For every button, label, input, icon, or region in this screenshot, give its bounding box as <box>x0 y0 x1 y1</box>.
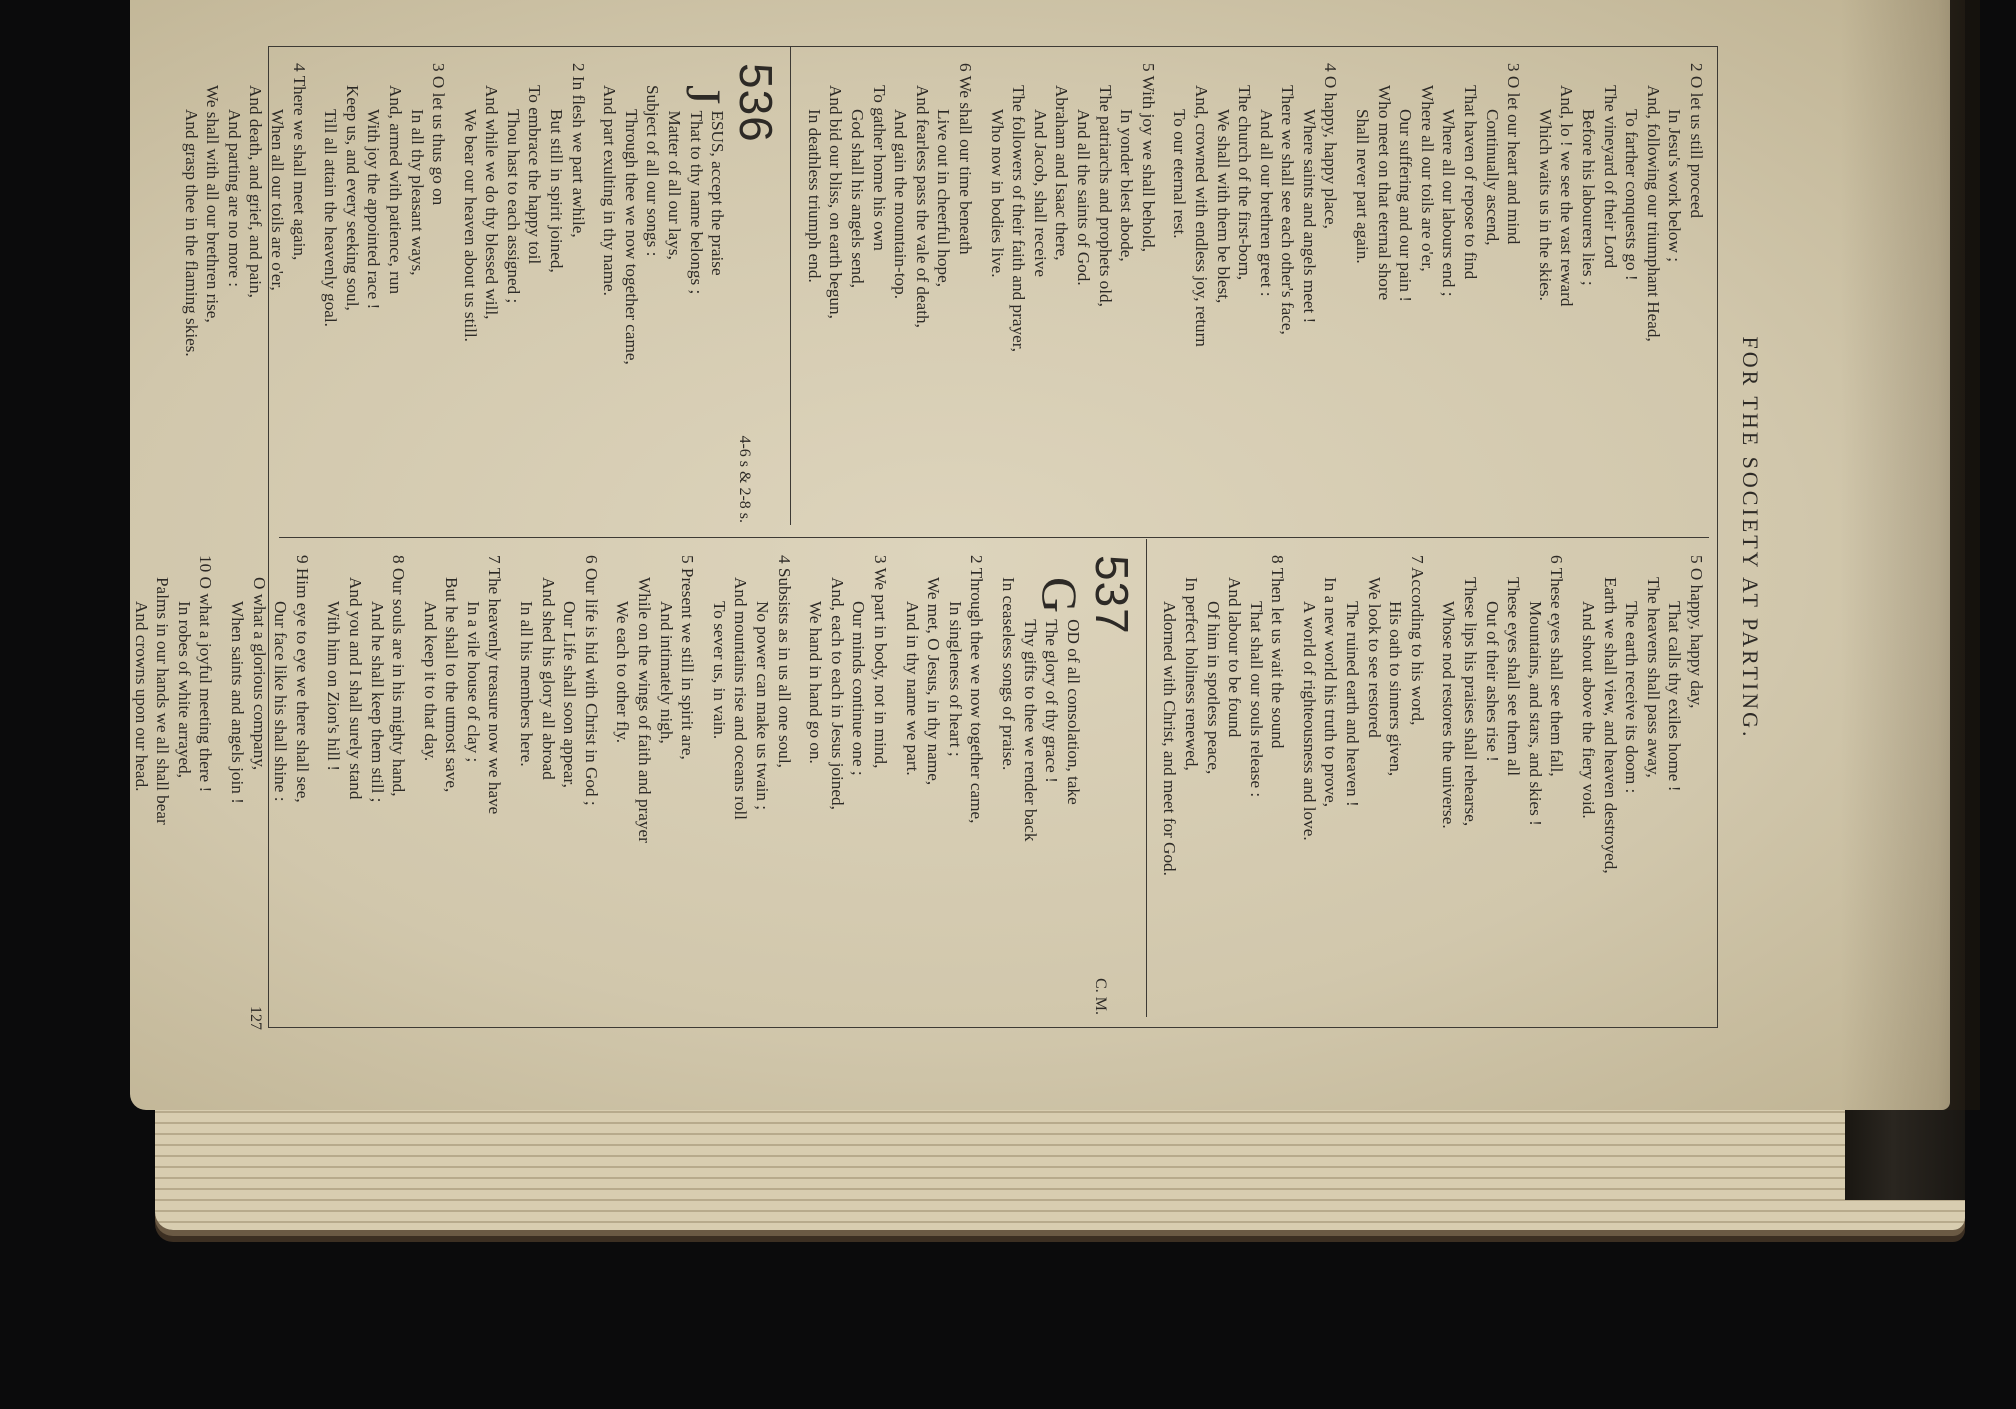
hymn-heading <box>1084 555 1140 1015</box>
hymn-line: In Jesu's work below ; <box>1665 109 1685 262</box>
hymn-line: Shall never part again. <box>1353 109 1373 264</box>
hymn-line: We met, O Jesus, in thy name, <box>924 577 944 786</box>
hymn-line: And all the saints of God. <box>1073 109 1093 286</box>
hymn-line: And labour to be found <box>1225 577 1245 738</box>
hymn-line: Earth we shall view, and heaven destroyed, <box>1600 577 1620 874</box>
hymn-line: Abraham and Isaac there, <box>1052 85 1072 261</box>
stanza-gap <box>793 63 803 523</box>
hymn-line: In yonder blest abode, <box>1117 109 1137 262</box>
hymn-line: In a vile house of clay ; <box>463 601 483 763</box>
hymn-line: 5 With joy we shall behold, <box>1138 63 1158 252</box>
page-text-block <box>131 34 1770 1042</box>
hymn-line: And mountains rise and oceans roll <box>731 577 751 820</box>
hymn-line: We each to other fly. <box>613 601 633 744</box>
hymn-divider-rule <box>1146 539 1147 1017</box>
hymn-line: His oath to sinners given, <box>1386 601 1406 777</box>
hymn-line: Till all attain the heavenly goal. <box>321 109 341 327</box>
stanza-gap <box>1288 555 1298 1015</box>
running-head: FOR THE SOCIETY AT PARTING. <box>1738 336 1763 740</box>
hymn-line: Of him in spotless peace, <box>1203 601 1223 775</box>
hymn-line: These eyes shall see them all <box>1504 577 1524 777</box>
hymn-line: 2 In flesh we part awhile, <box>568 63 588 238</box>
hymn-line: And gain the mountain-top. <box>891 109 911 299</box>
stanza-gap <box>602 555 612 1015</box>
hymn-line: Adorned with Christ, and meet for God. <box>1160 601 1180 876</box>
hymn-line: 3 O let our heart and mind <box>1504 63 1524 245</box>
hymn-line: And intimately nigh, <box>656 601 676 744</box>
hymn-line: But he shall to the utmost save, <box>442 577 462 793</box>
hymn-line: We shall with all our brethren rise, <box>203 85 223 323</box>
hymn-line: Our Life shall soon appear, <box>560 601 580 788</box>
hymn-line: When saints and angels join ! <box>227 601 247 804</box>
hymn-line: And, following our triumphant Head, <box>1643 85 1663 342</box>
hymn-line: Mountains, and stars, and skies ! <box>1525 601 1545 826</box>
hymn-line: Thy gifts to thee we render back <box>1020 619 1040 842</box>
hymn-line: Our face like his shall shine : <box>271 601 291 802</box>
hymn-line: The vineyard of their Lord <box>1600 85 1620 269</box>
hymn-line: Matter of all our lays, <box>665 110 685 260</box>
hymn-line: That calls thy exiles home ! <box>1665 601 1685 792</box>
hymn-line: And he shall keep them still ; <box>367 601 387 803</box>
stanza-gap <box>698 555 708 1015</box>
stanza-gap <box>1428 555 1438 1015</box>
hymn-line: To our eternal rest. <box>1170 109 1190 239</box>
hymn-line: Who meet on that eternal shore <box>1374 85 1394 301</box>
hymn-line: There we shall see each other's face, <box>1278 85 1298 335</box>
hymn-line: While on the wings of faith and prayer <box>635 577 655 843</box>
hymn-line: And fearless pass the vale of death, <box>912 85 932 328</box>
hymn-line: Live out in cheerful hope, <box>934 109 954 288</box>
hymn-line: Our minds continue one ; <box>849 601 869 776</box>
hymn-line: And in thy name we part. <box>902 601 922 776</box>
stanza-gap <box>589 63 599 523</box>
hymn-number: 537 <box>1085 555 1138 635</box>
hymn-line: Which waits us in the skies. <box>1535 109 1555 301</box>
hymn-line: In ceaseless songs of praise. <box>998 577 1018 771</box>
hymn-line: In a new world his truth to prove, <box>1321 577 1341 808</box>
hymn-line: Before his labourers lies ; <box>1579 109 1599 286</box>
hymn-line: That haven of repose to find <box>1461 85 1481 280</box>
hymn-line: 7 According to his word, <box>1407 555 1427 726</box>
hymn-line: We look to see restored <box>1364 577 1384 738</box>
hymn-line: Thou hast to each assigned ; <box>503 109 523 304</box>
hymn-line: 6 Our life is hid with Christ in God ; <box>581 555 601 806</box>
stanza-gap <box>409 555 419 1015</box>
hymn-metre: C. M. <box>1091 978 1109 1015</box>
hymn-line: 4 Subsists as in us all one soul, <box>774 555 794 768</box>
hymn-line: And grasp thee in the flaming skies. <box>181 109 201 357</box>
hymn-line: But still in spirit joined, <box>547 109 567 273</box>
left-column <box>170 63 1707 523</box>
hymn-line: Subject of all our songs : <box>643 85 663 257</box>
hymn-line: 6 These eyes shall see them fall, <box>1547 555 1567 777</box>
hymn-line: In deathless triumph end. <box>804 109 824 283</box>
hymn-line: 2 O let us still proceed <box>1687 63 1706 219</box>
hymn-line: The church of the first-born, <box>1235 85 1255 281</box>
hymn-line: 8 Then let us wait the sound <box>1268 555 1288 749</box>
hymn-line: 3 We part in body, not in mind, <box>871 555 890 769</box>
hymn-line: We shall with them be blest, <box>1213 109 1233 304</box>
right-column <box>120 555 1707 1015</box>
stanza-gap <box>506 555 516 1015</box>
stanza-gap <box>449 63 459 523</box>
hymn-line: 7 The heavenly treasure now we have <box>485 555 505 815</box>
hymn-line: Keep us, and every seeking soul, <box>342 85 362 311</box>
hymn-line: The glory of thy grace ! <box>1042 619 1062 783</box>
hymn-line: And, armed with patience, run <box>385 85 405 295</box>
stanza-gap <box>310 63 320 523</box>
hymn-first-line-text: OD of all consolation, take <box>1063 619 1083 805</box>
hymn-line: That to thy name belongs ; <box>686 110 706 295</box>
hymn-line: When all our toils are o'er, <box>267 109 287 291</box>
hymn-divider-rule <box>790 47 791 525</box>
hymn-number: 536 <box>730 63 783 143</box>
hymn-line: And Jacob, shall receive <box>1030 109 1050 277</box>
hymn-line: The heavens shall pass away, <box>1643 577 1663 778</box>
hymn-line: To farther conquests go ! <box>1622 109 1642 281</box>
hymn-line: Who now in bodies live. <box>987 109 1007 278</box>
hymn-line: O what a glorious company, <box>249 577 269 771</box>
hymn-line: Through thee we now together came, <box>621 109 641 365</box>
hymn-line: The patriarchs and prophets old, <box>1095 85 1115 307</box>
hymn-line: And all our brethren greet : <box>1256 109 1276 297</box>
hymn-line: To sever us, in vain. <box>709 601 729 740</box>
hymn-line: And you and I shall surely stand <box>345 577 365 800</box>
hymn-line: 4 O happy, happy place, <box>1321 63 1341 229</box>
hymn-line: 9 Him eye to eye we there shall see, <box>292 555 312 803</box>
hymn-line: Continually ascend, <box>1482 109 1502 246</box>
hymn-line: And, crowned with endless joy, return <box>1191 85 1211 347</box>
hymn-line: Palms in our hands we all shall bear <box>153 577 173 825</box>
hymn-line: 10 O what a joyful meeting there ! <box>196 555 216 793</box>
drop-cap: J <box>676 85 733 105</box>
hymn-line: Where all our toils are o'er, <box>1417 85 1437 272</box>
hymn-line: And keep it to that day. <box>420 601 440 762</box>
hymn-line: Out of their ashes rise ! <box>1482 601 1502 762</box>
stanza-gap <box>1149 555 1159 1015</box>
hymn-line: And shed his glory all abroad <box>538 577 558 780</box>
stanza-gap <box>987 555 997 1015</box>
hymn-line: And, lo ! we see the vast reward <box>1557 85 1577 307</box>
hymn-line: The followers of their faith and prayer, <box>1009 85 1029 353</box>
hymn-line: 3 O let us thus go on <box>429 63 449 206</box>
stanza-gap <box>313 555 323 1015</box>
hymn-line: The ruined earth and heaven ! <box>1343 601 1363 807</box>
stanza-gap <box>976 63 986 523</box>
hymn-line: In perfect holiness renewed, <box>1181 577 1201 771</box>
hymn-line: To gather home his own <box>869 85 889 251</box>
hymn-line: No power can make us twain ; <box>753 601 773 811</box>
hymn-line: That shall our souls release : <box>1246 601 1266 798</box>
hymn-line: Whose nod restores the universe. <box>1439 601 1459 829</box>
stanza-gap <box>216 555 226 1015</box>
hymn-line: And death, and grief, and pain, <box>246 85 266 298</box>
hymn-line: And shout above the fiery void. <box>1579 601 1599 819</box>
hymn-heading <box>728 63 784 523</box>
stanza-gap <box>1342 63 1352 523</box>
stanza-gap <box>1524 63 1534 523</box>
hymn-line: 6 We shall our time beneath <box>956 63 975 255</box>
stanza-gap <box>1159 63 1169 523</box>
hymn-line: Our suffering and our pain ! <box>1396 109 1416 302</box>
hymn-line: In robes of white arrayed, <box>174 601 194 779</box>
stanza-gap <box>170 63 180 523</box>
hymn-line: And, each to each in Jesus joined, <box>827 577 847 810</box>
hymn-line: In singleness of heart ; <box>945 601 965 757</box>
gutter-shadow <box>1840 0 1980 1110</box>
hymn-line: To embrace the happy toil <box>525 85 545 265</box>
hymn-line: 2 Through thee we now together came, <box>967 555 987 824</box>
hymn-line: In all thy pleasant ways, <box>407 109 427 276</box>
hymn-line: We hand in hand go on. <box>806 601 826 764</box>
page-number: 127 <box>247 1006 264 1030</box>
hymn-line: Where all our labours end ; <box>1439 109 1459 297</box>
hymn-first-line-text: ESUS, accept the praise <box>708 110 728 276</box>
drop-cap: G <box>1031 577 1088 614</box>
hymn-line: And bid our bliss, on earth begun, <box>826 85 846 319</box>
stanza-gap <box>120 555 130 1015</box>
hymn-line: These lips his praises shall rehearse, <box>1461 577 1481 827</box>
hymn-line: 5 O happy, happy day, <box>1687 555 1706 709</box>
stanza-gap <box>795 555 805 1015</box>
stanza-gap <box>1567 555 1577 1015</box>
hymn-line: And crowns upon our head. <box>131 601 151 792</box>
hymn-line: A world of righteousness and love. <box>1299 601 1319 841</box>
hymn-line: 8 Our souls are in his mighty hand, <box>389 555 409 797</box>
hymn-line: The earth receive its doom : <box>1622 601 1642 794</box>
hymn-line: 5 Present we still in spirit are, <box>678 555 698 760</box>
column-rule <box>279 537 1709 538</box>
hymn-line: Where saints and angels meet ! <box>1299 109 1319 324</box>
hymn-line: And parting are no more : <box>224 109 244 288</box>
hymn-line: We bear our heaven about us still. <box>460 109 480 342</box>
hymn-line: In all his members here. <box>517 601 537 767</box>
hymn-line: And part exulting in thy name. <box>600 85 620 296</box>
hymn-metre: 4-6 s & 2-8 s. <box>736 435 754 523</box>
hymn-line: And while we do thy blessed will, <box>482 85 502 320</box>
hymn-line: With joy the appointed race ! <box>364 109 384 310</box>
stanza-gap <box>891 555 901 1015</box>
hymn-line: God shall his angels send, <box>848 109 868 289</box>
hymn-line: With him on Zion's hill ! <box>324 601 344 771</box>
hymn-line: 4 There we shall meet again, <box>289 63 309 261</box>
